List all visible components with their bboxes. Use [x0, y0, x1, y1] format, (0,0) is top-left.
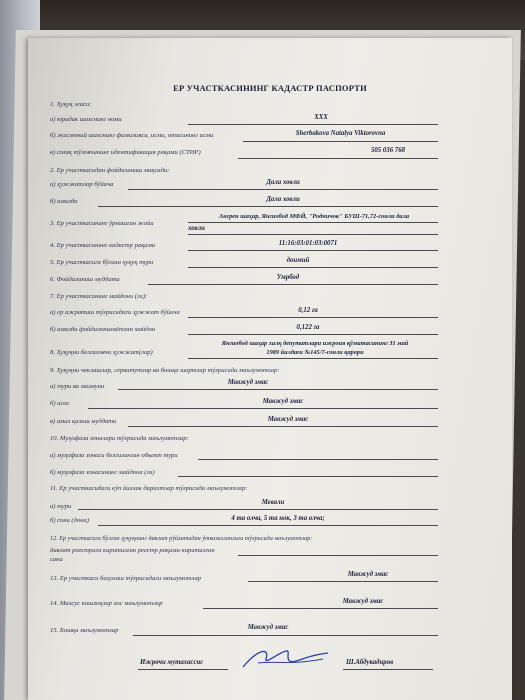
s11a-label: а) тури [50, 503, 72, 510]
s4-label: 4. Ер участкасининг кадастр рақами [50, 242, 156, 249]
s6-label: 6. Фойдаланиш муддати [50, 276, 120, 283]
s11a-line [78, 509, 438, 510]
s8-value-line1: Янгиобод шаҳар халқ депутатлари ижроия қўмитасининг 31 май [221, 340, 409, 347]
s8-label: 8. Ҳуқуқни белгиловчи ҳужжат(лар) [50, 349, 153, 356]
signature-icon [238, 643, 333, 673]
s15-value: Мавжуд эмас [247, 624, 289, 631]
s11b-label: б) сони (дона) [50, 517, 90, 524]
section-7-heading: 7. Ер участкасининг майдони (га): [50, 293, 148, 300]
section-2-heading: 2. Ер участкасидан фойдаланиш мақсади: [50, 167, 170, 174]
s10a-line [198, 459, 438, 460]
section-12-heading: 12. Ер участкасига бўлган ҳуқуқнинг давлат рўйхатидан ўтказилганлиги тўғрисида маълумотлар: [50, 535, 313, 542]
s9b-line [88, 408, 438, 409]
s6-value: Умрбод [276, 274, 300, 281]
s9c-line [128, 426, 438, 427]
s12a-line [238, 555, 438, 556]
s2a-value: Дала ховли [266, 179, 300, 186]
s12a-label-line1: давлат реестрига киритилган реестр рақами киритилган [50, 547, 215, 554]
s2a-label: а) ҳужжатлар бўйича [50, 181, 114, 188]
s1c-line [238, 158, 438, 159]
s7b-value: 0,122 га [296, 324, 320, 331]
document-title: ЕР УЧАСТКАСИНИНГ КАДАСТР ПАСПОРТИ [173, 83, 367, 93]
s9c-label: в) амал қилиш муддати [50, 418, 117, 425]
s15-label: 15. Бошқа маълумотлар [50, 627, 119, 634]
signature-role-line [138, 669, 228, 670]
s14-value: Мавжуд эмас [342, 598, 384, 605]
s9b-value: Мавжуд эмас [262, 398, 304, 405]
s1b-line [243, 141, 438, 142]
s1a-line [188, 124, 438, 125]
s11b-line [98, 525, 438, 526]
s8-value-line2: 1989 йилдаги №145/7-сонли қарори [266, 349, 364, 356]
s2a-line [128, 189, 438, 190]
s5-label: 5. Ер участкасига бўлган ҳуқуқ тури [50, 259, 154, 266]
s1b-label: б) жисмоний шахснинг фамилияси, исми, отасининг исми [50, 132, 214, 139]
s9a-label: а) тури ва мазмуни [50, 383, 105, 390]
s15-line [133, 635, 438, 636]
s1a-value: XXX [314, 114, 328, 121]
s6-line [148, 284, 438, 285]
signature-role: Ижрочи мутахассис [140, 659, 204, 666]
s11a-value: Мевали [261, 499, 285, 506]
s1b-value: Sherbakova Natalya Viktorovna [295, 130, 386, 137]
section-10-heading: 10. Муҳофаза зоналари тўғрисида маълумотлар: [50, 435, 189, 442]
s4-value: 11:16:03:01:03:0071 [278, 240, 338, 247]
s1a-label: а) юридик шахснинг номи [50, 116, 122, 123]
s11b-value: 4 та олча, 5 та нок, 3 та олча; [231, 515, 325, 522]
s2b-line [98, 206, 438, 207]
signature-name-line [343, 669, 433, 670]
s10a-label: а) муҳофаза зонаси белгиланган объект тури [50, 452, 178, 459]
s14-label: 14. Махсус кишлоқлар хос маълумотлар [50, 600, 163, 607]
s2b-value: Дала ховли [266, 196, 300, 203]
s9a-value: Мавжуд эмас [227, 379, 269, 386]
s7b-line [188, 334, 438, 335]
s4-line [188, 250, 438, 251]
s13-label: 13. Ер участкаси баҳолаш тўғрисидаги маълумотлар [50, 575, 202, 582]
s7a-line [188, 317, 438, 318]
s5-value: доимий [286, 257, 310, 264]
s10b-line [178, 476, 438, 477]
s9c-value: Мавжуд эмас [267, 416, 309, 423]
section-9-heading: 9. Ҳуқуқни чеклашлар, сервитутлар ва бошқа шартлар тўғрисида маълумотлар: [50, 367, 280, 374]
document-page [28, 38, 512, 700]
s9b-label: б) асос [50, 400, 70, 407]
s13-line [248, 581, 438, 582]
s8-line [188, 358, 438, 359]
s7a-label: а) ер ажратиш тўғрисидаги ҳужжат бўйича [50, 309, 180, 316]
s12a-label-line2: сана [50, 556, 63, 563]
s2b-label: б) амалда [50, 198, 78, 205]
s13-value: Мавжуд эмас [347, 571, 389, 578]
s3-value-line2: ховли [188, 225, 205, 232]
signature-name: Ш.Абдукадиров [346, 659, 394, 666]
s9a-line [118, 389, 438, 390]
section-1-heading: 1. Ҳуқуқ эгаси: [50, 101, 92, 108]
s10b-label: б) муҳофаза зонасининг майдони (га) [50, 469, 155, 476]
s7b-label: б) амалда фойдаланилаётган майдон [50, 326, 156, 333]
s1c-value: 505 036 768 [371, 147, 405, 154]
s7a-value: 0,12 га [298, 307, 318, 314]
s3-line2 [188, 234, 438, 235]
s3-value-line1: Ангрен шаҳар, Янгиобод МФЙ, "Родничок" БУШ-71,72-сонли дала [218, 213, 410, 220]
section-11-heading: 11. Ер участкасидаги кўп йиллик дарахтлар тўғрисида маълумотлар: [50, 485, 248, 492]
s14-line [203, 608, 438, 609]
s3-line1 [188, 222, 438, 223]
s5-line [188, 267, 438, 268]
s3-label: 3. Ер участкасининг ўрнашган жойи [50, 220, 154, 227]
s1c-label: в) солиқ тўловчининг идентификация рақами (СТИР) [50, 149, 201, 156]
